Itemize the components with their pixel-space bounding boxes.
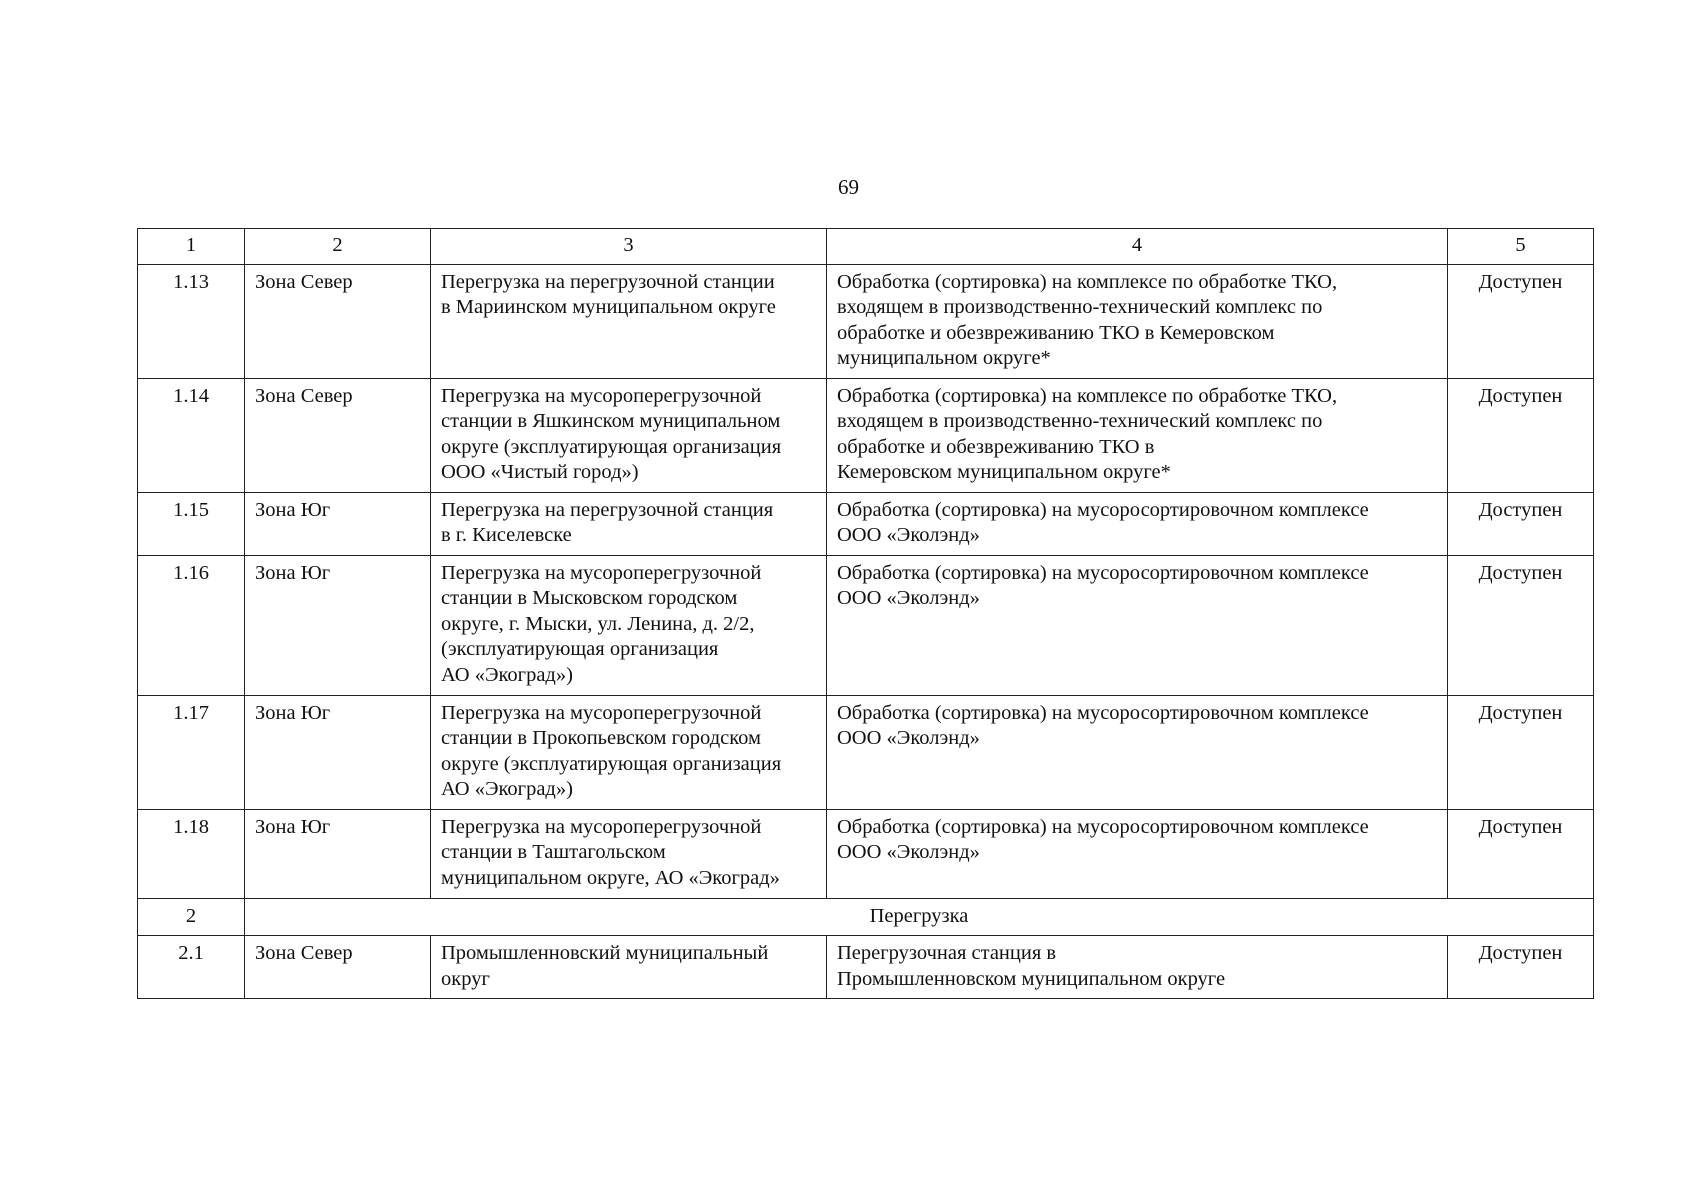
table-row xyxy=(138,936,1594,999)
source-line: в г. Киселевске xyxy=(441,524,572,546)
destination-line: Обработка (сортировка) на мусоросортировочном комплексе xyxy=(837,498,1369,521)
source-line: станции в Яшкинском муниципальном xyxy=(441,410,781,432)
status-cell: Доступен xyxy=(1448,809,1594,898)
column-number-4: 4 xyxy=(827,229,1448,265)
status-cell: Доступен xyxy=(1448,936,1594,999)
destination-line: муниципальном округе* xyxy=(837,347,1051,369)
row-number: 1.17 xyxy=(138,695,245,809)
source-line: Перегрузка на мусороперегрузочной xyxy=(441,561,762,584)
source-line: станции в Мысковском городском xyxy=(441,587,738,609)
row-number: 1.16 xyxy=(138,555,245,695)
destination-line: ООО «Эколэнд» xyxy=(837,841,980,863)
status-cell: Доступен xyxy=(1448,695,1594,809)
destination-cell xyxy=(827,695,1448,809)
section-title: Перегрузка xyxy=(245,898,1594,936)
waste-flow-table xyxy=(137,228,1594,999)
table-row xyxy=(138,555,1594,695)
zone-cell: Зона Юг xyxy=(245,695,431,809)
status-cell: Доступен xyxy=(1448,492,1594,555)
source-line: АО «Экоград») xyxy=(441,778,573,800)
source-line: Перегрузка на перегрузочной станции xyxy=(441,270,775,293)
destination-line: Обработка (сортировка) на мусоросортировочном комплексе xyxy=(837,561,1369,584)
source-cell xyxy=(431,809,827,898)
source-cell xyxy=(431,695,827,809)
source-cell xyxy=(431,555,827,695)
destination-line: Обработка (сортировка) на мусоросортировочном комплексе xyxy=(837,815,1369,838)
table-row xyxy=(138,809,1594,898)
column-number-2: 2 xyxy=(245,229,431,265)
destination-cell xyxy=(827,809,1448,898)
destination-cell xyxy=(827,264,1448,378)
zone-cell: Зона Юг xyxy=(245,555,431,695)
table-header-row xyxy=(138,229,1594,265)
row-number: 1.18 xyxy=(138,809,245,898)
table-row xyxy=(138,264,1594,378)
source-line: округе (эксплуатирующая организация xyxy=(441,435,782,458)
status-cell: Доступен xyxy=(1448,555,1594,695)
zone-cell: Зона Юг xyxy=(245,492,431,555)
source-cell xyxy=(431,936,827,999)
source-cell xyxy=(431,492,827,555)
row-number: 2.1 xyxy=(138,936,245,999)
destination-line: Обработка (сортировка) на мусоросортировочном комплексе xyxy=(837,701,1369,724)
source-line: ООО «Чистый город») xyxy=(441,461,639,483)
source-cell xyxy=(431,264,827,378)
destination-line: Перегрузочная станция в xyxy=(837,942,1057,964)
destination-line: ООО «Эколэнд» xyxy=(837,524,980,546)
zone-cell: Зона Юг xyxy=(245,809,431,898)
source-line: станции в Таштагольском xyxy=(441,841,666,863)
source-line: Перегрузка на мусороперегрузочной xyxy=(441,701,762,724)
source-cell xyxy=(431,378,827,492)
destination-cell xyxy=(827,555,1448,695)
destination-line: входящем в производственно-технический комплекс по xyxy=(837,410,1323,432)
zone-cell: Зона Север xyxy=(245,264,431,378)
source-line: Перегрузка на перегрузочной станция xyxy=(441,498,774,521)
source-line: округе, г. Мыски, ул. Ленина, д. 2/2, xyxy=(441,612,755,635)
column-number-1: 1 xyxy=(138,229,245,265)
destination-line: ООО «Эколэнд» xyxy=(837,587,980,609)
destination-cell xyxy=(827,492,1448,555)
section-row xyxy=(138,898,1594,936)
source-line: АО «Экоград») xyxy=(441,663,573,686)
source-line: округе (эксплуатирующая организация xyxy=(441,752,782,775)
destination-line: ООО «Эколэнд» xyxy=(837,727,980,749)
section-number: 2 xyxy=(138,898,245,936)
destination-cell xyxy=(827,936,1448,999)
column-number-5: 5 xyxy=(1448,229,1594,265)
source-line: Перегрузка на мусороперегрузочной xyxy=(441,384,762,407)
table-row xyxy=(138,695,1594,809)
destination-line: Промышленновском муниципальном округе xyxy=(837,967,1226,990)
source-line: округ xyxy=(441,967,490,990)
row-number: 1.14 xyxy=(138,378,245,492)
destination-line: Кемеровском муниципальном округе* xyxy=(837,461,1171,483)
source-line: в Мариинском муниципальном округе xyxy=(441,296,776,318)
table-row xyxy=(138,492,1594,555)
row-number: 1.13 xyxy=(138,264,245,378)
destination-cell xyxy=(827,378,1448,492)
destination-line: обработке и обезвреживанию ТКО в xyxy=(837,435,1155,458)
column-number-3: 3 xyxy=(431,229,827,265)
status-cell: Доступен xyxy=(1448,378,1594,492)
zone-cell: Зона Север xyxy=(245,936,431,999)
row-number: 1.15 xyxy=(138,492,245,555)
destination-line: Обработка (сортировка) на комплексе по обработке ТКО, xyxy=(837,384,1338,407)
destination-line: входящем в производственно-технический комплекс по xyxy=(837,296,1323,318)
source-line: станции в Прокопьевском городском xyxy=(441,727,761,749)
page-number: 69 xyxy=(838,175,859,199)
zone-cell: Зона Север xyxy=(245,378,431,492)
source-line: Промышленновский муниципальный xyxy=(441,942,769,964)
source-line: Перегрузка на мусороперегрузочной xyxy=(441,815,762,838)
status-cell: Доступен xyxy=(1448,264,1594,378)
source-line: муниципальном округе, АО «Экоград» xyxy=(441,866,780,889)
source-line: (эксплуатирующая организация xyxy=(441,638,719,660)
table-row xyxy=(138,378,1594,492)
destination-line: обработке и обезвреживанию ТКО в Кемеровском xyxy=(837,321,1275,344)
destination-line: Обработка (сортировка) на комплексе по обработке ТКО, xyxy=(837,270,1338,293)
